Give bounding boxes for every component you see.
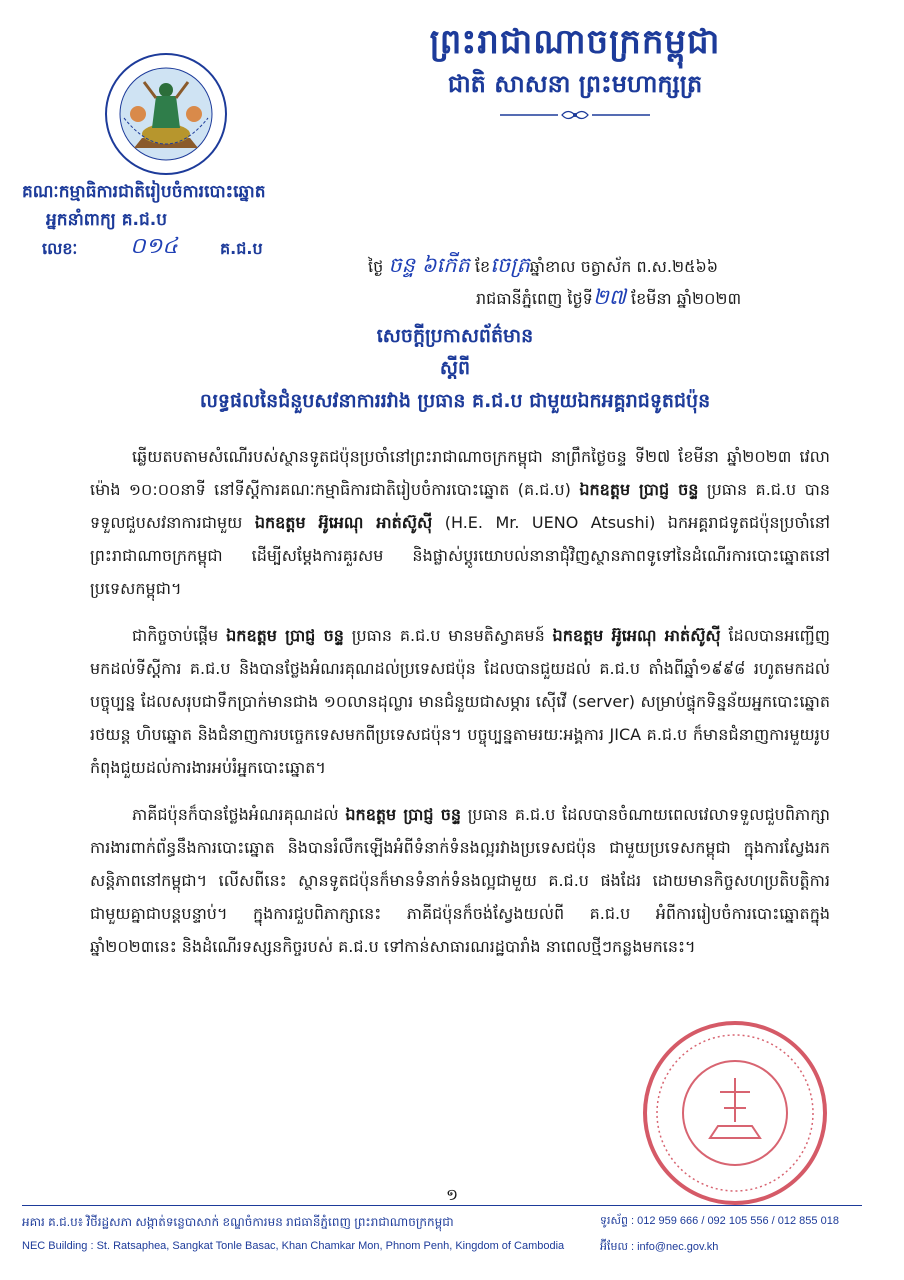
reference-number-line — [42, 236, 302, 264]
lunar-date — [368, 252, 838, 283]
p2-text-2: ប្រធាន គ.ជ.ប មានមតិស្វាគមន៍ — [343, 626, 553, 645]
solar-day-handwritten: ២៧ — [592, 285, 626, 309]
p2-bold-ambassador: ឯកឧត្តម អ៊ូអេណុ អាត់ស៊ូស៊ី — [552, 626, 721, 645]
solar-suffix: ខែមីនា ឆ្នាំ២០២៣ — [631, 289, 742, 308]
ref-number: ០១៤ — [130, 234, 178, 259]
kingdom-header — [340, 18, 810, 122]
nec-emblem-icon — [104, 52, 228, 176]
p3-text-2: ប្រធាន គ.ជ.ប ដែលបានចំណាយពេលវេលាទទួលជួបពិភាក្សាការងារពាក់ព័ន្ធនឹងការបោះឆ្នោត និងបានរំលឹកឡើងអំពីទំនាក់ទំនងល្អរវាងប្រទេសជប៉ុន ជាមួយប្រទេសកម្ពុជា ក្នុងការស្វែងរកសន្តិភាពនៅកម្ពុជា។ លើសពីនេះ ស្ថានទូតជប៉ុនក៏មានទំនាក់ទំនងល្អជាមួយ គ.ជ.ប ផងដែរ ដោយមានកិច្ចសហប្រតិបត្តិការជាមួយគ្នាជាបន្តបន្ទាប់។ ក្នុងការជួបពិភាក្សានេះ ភាគីជប៉ុនក៏ចង់ស្វែងយល់ពី គ.ជ.ប អំពីការរៀបចំការបោះឆ្នោតក្នុងឆ្នាំ២០២៣នេះ និងដំណើរទស្សនកិច្ចរបស់ គ.ជ.ប ទៅកាន់សាធារណរដ្ឋបារាំង នាពេលថ្មីៗកន្លងមកនេះ។ — [90, 805, 830, 956]
body-text — [90, 440, 830, 977]
p1-bold-ambassador: ឯកឧត្តម អ៊ូអេណុ អាត់ស៊ូស៊ី — [254, 513, 433, 532]
lunar-prefix: ថ្ងៃ — [368, 257, 384, 276]
ref-org: គ.ជ.ប — [220, 239, 263, 258]
agency-unit: អ្នកនាំពាក្យ គ.ជ.ប — [46, 210, 168, 230]
document-subtitle-about: ស្តីពី — [439, 357, 471, 379]
paragraph-3 — [90, 798, 830, 963]
p3-bold-name: ឯកឧត្តម ប្រាជ្ញ ចន្ទ — [345, 805, 462, 824]
lunar-suffix: ឆ្នាំខាល ចត្វាស័ក ព.ស.២៥៦៦ — [529, 257, 719, 276]
document-title: សេចក្តីប្រកាសព័ត៌មាន — [376, 325, 534, 347]
official-seal-icon — [640, 1018, 830, 1208]
ornament-divider-icon — [500, 108, 650, 122]
p2-text: ជាកិច្ចចាប់ផ្តើម — [132, 626, 227, 645]
p3-text: ភាគីជប៉ុនក៏បានថ្លែងអំណរគុណដល់ — [132, 805, 346, 824]
ref-label: លេខៈ — [42, 239, 78, 258]
paragraph-2 — [90, 619, 830, 784]
document-subject: លទ្ធផលនៃជំនួបសវនាការរវាង ប្រធាន គ.ជ.ប ជាមួយឯកអគ្គរាជទូតជប៉ុន — [199, 390, 711, 412]
month-label: ខែ — [474, 257, 491, 276]
lunar-day-handwritten: ចន្ទ ៦កើត — [388, 253, 470, 277]
p1-text-3: (H.E. Mr. UENO Atsushi) ឯកអគ្គរាជទូតជប៉ុនប្រចាំនៅព្រះរាជាណាចក្រកម្ពុជា ដើម្បីសម្តែងការគួរសម និងផ្លាស់ប្តូរយោបល់នានាជុំវិញស្ថានភាពទូទៅនៃដំណើរការបោះឆ្នោតនៅប្រទេសកម្ពុជា។ — [90, 513, 830, 598]
p2-bold-name: ឯកឧត្តម ប្រាជ្ញ ចន្ទ — [226, 626, 344, 645]
page-number: ១ — [445, 1185, 459, 1204]
title-block — [90, 320, 820, 418]
p1-bold-name: ឯកឧត្តម ប្រាជ្ញ ចន្ទ — [579, 480, 699, 499]
p1-text-2: ប្រធាន គ.ជ.ប បានទទួលជួបសវនាការជាមួយ — [90, 480, 831, 532]
paragraph-1 — [90, 440, 830, 605]
footer-address-km: អគារ គ.ជ.ប៖ វិថីរដ្ឋសភា សង្កាត់ទន្លេបាសាក់ ខណ្ឌចំការមន រាជធានីភ្នំពេញ ព្រះរាជាណាចក្រកម្ពុជា — [22, 1215, 454, 1229]
agency-block — [22, 178, 352, 234]
national-motto: ជាតិ សាសនា ព្រះមហាក្សត្រ — [447, 70, 703, 98]
agency-name: គណៈកម្មាធិការជាតិរៀបចំការបោះឆ្នោត — [22, 182, 266, 202]
solar-date — [476, 284, 836, 315]
footer-divider — [22, 1205, 862, 1206]
footer-address-en: NEC Building : St. Ratsaphea, Sangkat Tonle Basac, Khan Chamkar Mon, Phnom Penh, Kingdom of Cambodia — [22, 1240, 565, 1252]
solar-prefix: រាជធានីភ្នំពេញ ថ្ងៃទី — [476, 289, 593, 308]
kingdom-title: ព្រះរាជាណាចក្រកម្ពុជា — [429, 22, 721, 62]
month-handwritten: ចេត្រ — [490, 253, 530, 277]
p2-text-3: ដែលបានអញ្ជើញមកដល់ទីស្តីការ គ.ជ.ប និងបានថ្លែងអំណរគុណដល់ប្រទេសជប៉ុន ដែលបានជួយដល់ គ.ជ.ប តាំងពីឆ្នាំ១៩៩៨ រហូតមកដល់បច្ចុប្បន្ន ដែលសរុបជាទឹកប្រាក់មានជាង ១០លានដុល្លារ មានជំនួយជាសម្ភារ ស៊ើវើ (server) សម្រាប់ផ្ទុកទិន្នន័យអ្នកបោះឆ្នោត រថយន្ត ហិបឆ្នោត និងជំនាញការបច្ចេកទេសមកពីប្រទេសជប៉ុន។ បច្ចុប្បន្នតាមរយៈអង្គការ JICA គ.ជ.ប ក៏មានជំនាញការមួយរូបកំពុងជួយដល់ការងារអប់រំអ្នកបោះឆ្នោត។ — [90, 626, 831, 777]
footer-phone: ទូរស័ព្ទ : 012 959 666 / 092 105 556 / 012 855 018 — [600, 1215, 839, 1227]
footer-email[interactable]: អ៊ីមែល : info@nec.gov.kh — [600, 1241, 719, 1253]
p1-text: ឆ្លើយតបតាមសំណើរបស់ស្ថានទូតជប៉ុនប្រចាំនៅព្រះរាជាណាចក្រកម្ពុជា នាព្រឹកថ្ងៃចន្ទ ទី២៧ ខែមីនា ឆ្នាំ២០២៣ វេលាម៉ោង ១០:០០នាទី នៅទីស្តីការគណៈកម្មាធិការជាតិរៀបចំការបោះឆ្នោត (គ.ជ.ប) — [90, 447, 830, 499]
